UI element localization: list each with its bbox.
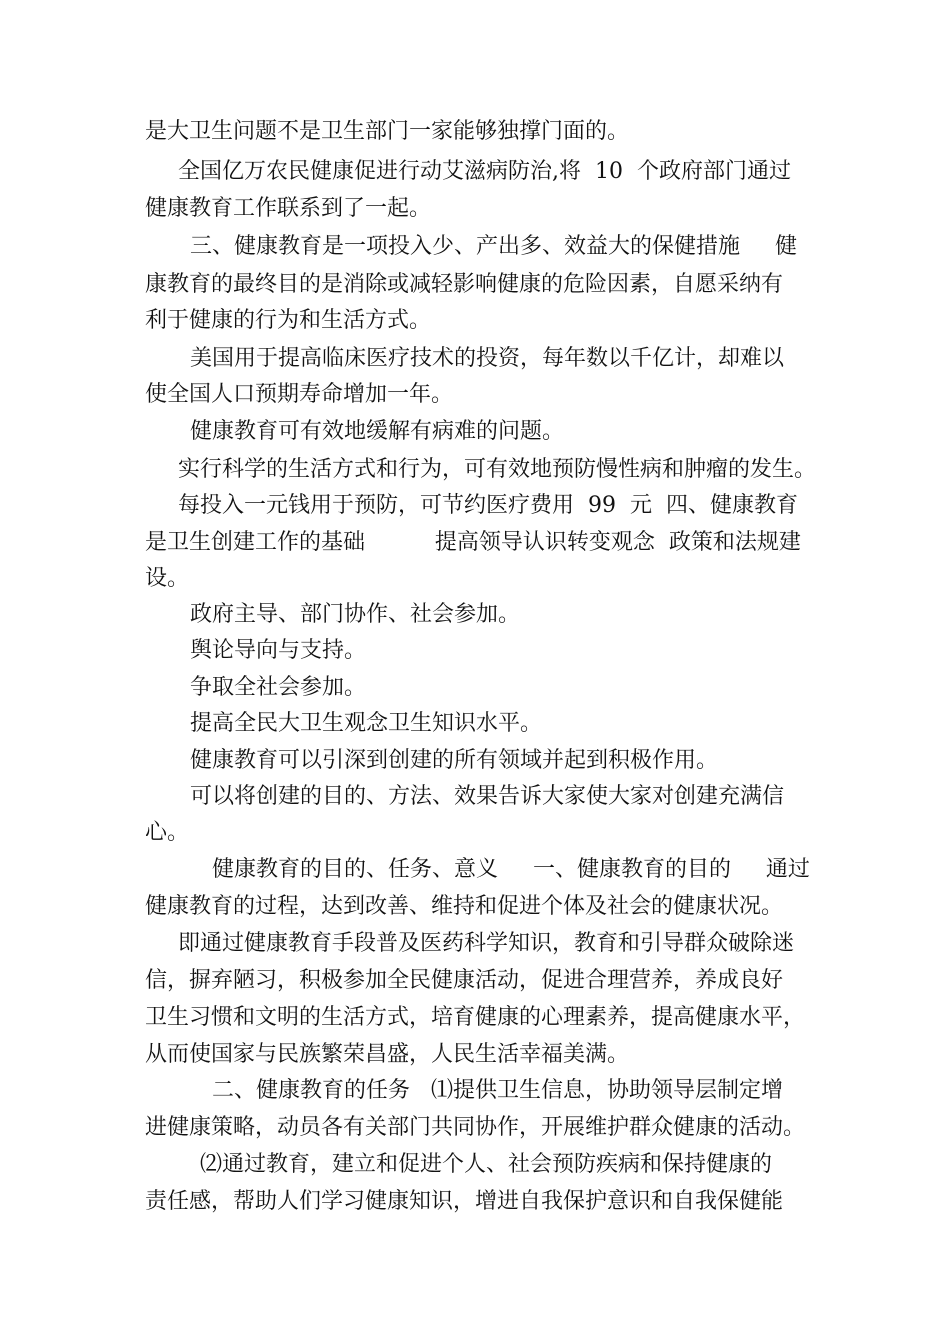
text-line: 使全国人口预期寿命增加一年。	[145, 382, 454, 407]
text-line: ⑵通过教育，建立和促进个人、社会预防疾病和保持健康的	[200, 1152, 773, 1177]
text-line: 舆论导向与支持。	[190, 638, 367, 663]
text-line: 争取全社会参加。	[190, 675, 367, 700]
text-line: 健康教育工作联系到了一起。	[145, 196, 432, 221]
text-line: 每投入一元钱用于预防，可节约医疗费用 99 元 四、健康教育	[178, 493, 798, 518]
text-line: 美国用于提高临床医疗技术的投资，每年数以千亿计，却难以	[190, 346, 785, 371]
text-line: 是卫生创建工作的基础 提高领导认识转变观念 政策和法规建	[145, 530, 801, 555]
text-line: 设。	[145, 566, 190, 591]
text-line: 政府主导、部门协作、社会参加。	[190, 602, 521, 627]
text-line: 卫生习惯和文明的生活方式，培育健康的心理素养，提高健康水平，	[145, 1005, 806, 1030]
text-line: 即通过健康教育手段普及医药科学知识，教育和引导群众破除迷	[178, 931, 795, 956]
text-line: 健康教育的过程，达到改善、维持和促进个体及社会的健康状况。	[145, 894, 784, 919]
text-line: 可以将创建的目的、方法、效果告诉大家使大家对创建充满信	[190, 784, 785, 809]
text-line: 是大卫生问题不是卫生部门一家能够独撑门面的。	[145, 119, 630, 144]
text-line: 全国亿万农民健康促进行动艾滋病防治,将 10 个政府部门通过	[178, 159, 791, 184]
text-line: 利于健康的行为和生活方式。	[145, 308, 432, 333]
text-line: 进健康策略，动员各有关部门共同协作，开展维护群众健康的活动。	[145, 1115, 806, 1140]
text-line: 健康教育可以引深到创建的所有领域并起到积极作用。	[190, 748, 719, 773]
text-line: 健康教育的目的、任务、意义 一、健康教育的目的 通过	[212, 857, 810, 882]
text-line: 三、健康教育是一项投入少、产出多、效益大的保健措施 健	[190, 234, 797, 259]
text-line: 二、健康教育的任务 ⑴提供卫生信息，协助领导层制定增	[212, 1078, 783, 1103]
text-line: 从而使国家与民族繁荣昌盛，人民生活幸福美满。	[145, 1042, 630, 1067]
text-line: 责任感，帮助人们学习健康知识，增进自我保护意识和自我保健能	[145, 1189, 784, 1214]
text-line: 信，摒弃陋习，积极参加全民健康活动，促进合理营养，养成良好	[145, 968, 784, 993]
text-line: 心。	[145, 820, 190, 845]
text-line: 实行科学的生活方式和行为，可有效地预防慢性病和肿瘤的发生。	[178, 457, 817, 482]
text-line: 健康教育可有效地缓解有病难的问题。	[190, 419, 565, 444]
text-line: 康教育的最终目的是消除或减轻影响健康的危险因素，自愿采纳有	[145, 272, 784, 297]
text-line: 提高全民大卫生观念卫生知识水平。	[190, 711, 543, 736]
